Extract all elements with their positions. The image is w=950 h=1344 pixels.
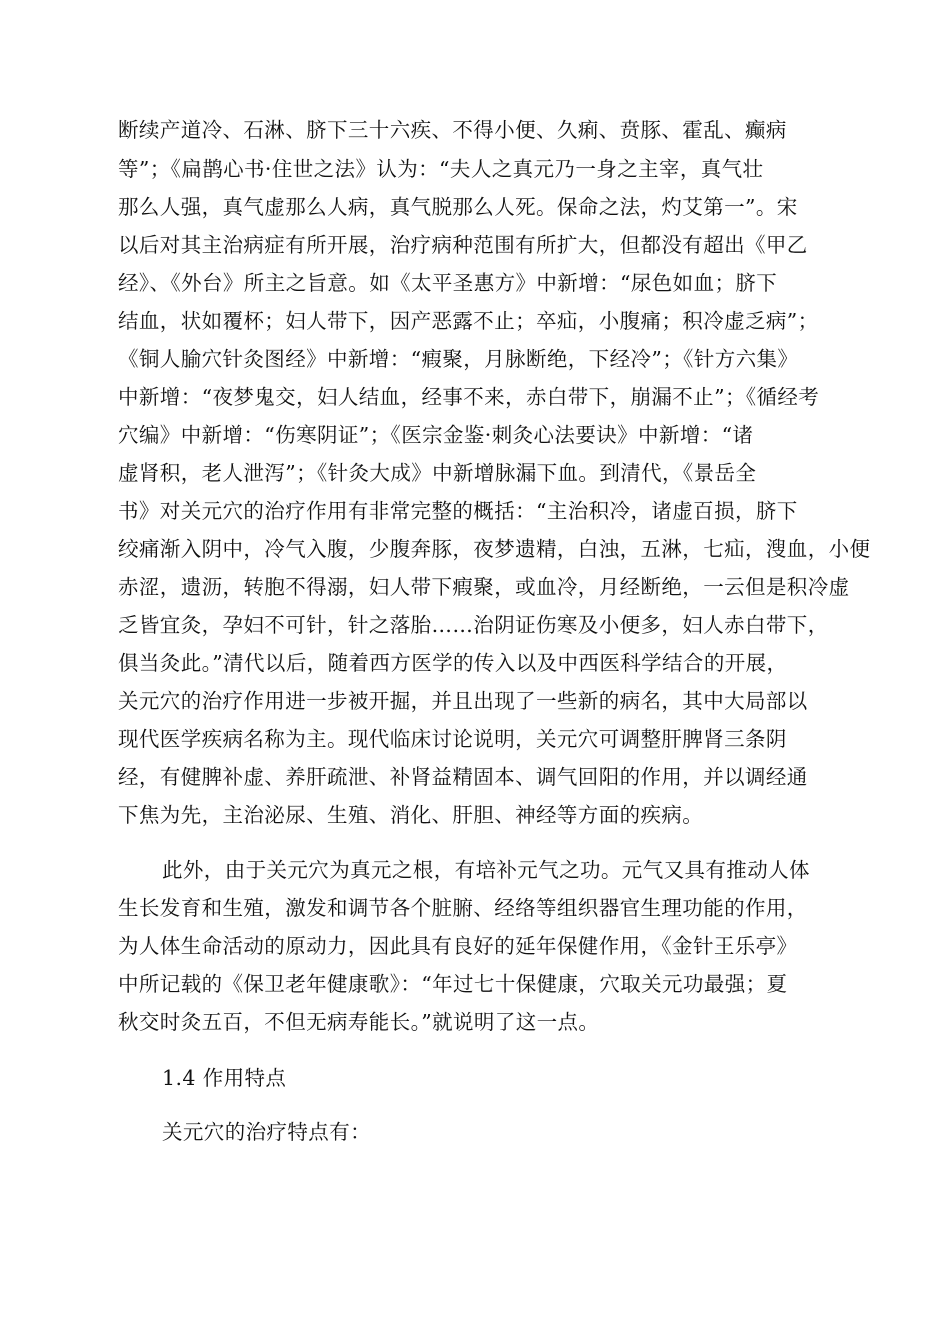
text-line: 中新增：“夜梦鬼交，妇人结血，经事不来，赤白带下，崩漏不止”；《循经考	[118, 385, 820, 409]
text-line: 经》、《外台》所主之旨意。如《太平圣惠方》中新增：“尿色如血；脐下	[118, 271, 778, 295]
text-line: 断续产道冷、石淋、脐下三十六疾、不得小便、久痢、贲豚、霍乱、癫病	[118, 118, 787, 142]
text-line: 等”；《扁鹊心书·住世之法》认为：“夫人之真元乃一身之主宰，真气壮	[118, 157, 764, 181]
text-line: 俱当灸此。”清代以后，随着西方医学的传入以及中西医科学结合的开展，	[118, 651, 788, 675]
text-line: 以后对其主治病症有所开展，治疗病种范围有所扩大，但都没有超出《甲乙	[118, 233, 808, 257]
text-line: 现代医学疾病名称为主。现代临床讨论说明，关元穴可调整肝脾肾三条阴	[118, 727, 787, 751]
section-heading: 1.4 作用特点	[162, 1066, 287, 1090]
text-line: 绞痛渐入阴中，冷气入腹，少腹奔豚，夜梦遗精，白浊，五淋，七疝，溲血，小便	[118, 537, 871, 561]
text-line: 结血，状如覆杯；妇人带下，因产恶露不止；卒疝，小腹痛；积冷虚乏病”；	[118, 309, 819, 333]
text-line: 此外，由于关元穴为真元之根，有培补元气之功。元气又具有推动人体	[162, 858, 810, 882]
text-line: 穴编》中新增：“伤寒阴证”；《医宗金鉴·刺灸心法要诀》中新增：“诸	[118, 423, 754, 447]
text-line: 生长发育和生殖，激发和调节各个脏腑、经络等组织器官生理功能的作用，	[118, 896, 808, 920]
text-line: 经，有健脾补虚、养肝疏泄、补肾益精固本、调气回阳的作用，并以调经通	[118, 765, 808, 789]
text-line: 那么人强，真气虚那么人病，真气脱那么人死。保命之法，灼艾第一”。宋	[118, 195, 798, 219]
text-line: 《铜人腧穴针灸图经》中新增：“瘕聚，月脉断绝，下经冷”；《针方六集》	[118, 347, 799, 371]
text-line: 书》对关元穴的治疗作用有非常完整的概括：“主治积冷，诸虚百损，脐下	[118, 499, 798, 523]
text-line: 赤涩，遗沥，转胞不得溺，妇人带下瘕聚，或血冷，月经断绝，一云但是积冷虚	[118, 575, 850, 599]
text-line: 关元穴的治疗作用进一步被开掘，并且出现了一些新的病名，其中大局部以	[118, 689, 808, 713]
text-line: 虚肾积，老人泄泻”；《针灸大成》中新增脉漏下血。到清代，《景岳全	[118, 461, 757, 485]
text-line: 关元穴的治疗特点有：	[162, 1120, 371, 1144]
text-line: 为人体生命活动的原动力，因此具有良好的延年保健作用，《金针王乐亭》	[118, 934, 798, 958]
text-line: 秋交时灸五百，不但无病寿能长。”就说明了这一点。	[118, 1010, 600, 1034]
text-line: 乏皆宜灸，孕妇不可针，针之落胎……治阴证伤寒及小便多，妇人赤白带下，	[118, 613, 829, 637]
text-line: 下焦为先，主治泌尿、生殖、消化、肝胆、神经等方面的疾病。	[118, 803, 704, 827]
text-line: 中所记载的《保卫老年健康歌》：“年过七十保健康，穴取关元功最强；夏	[118, 972, 788, 996]
